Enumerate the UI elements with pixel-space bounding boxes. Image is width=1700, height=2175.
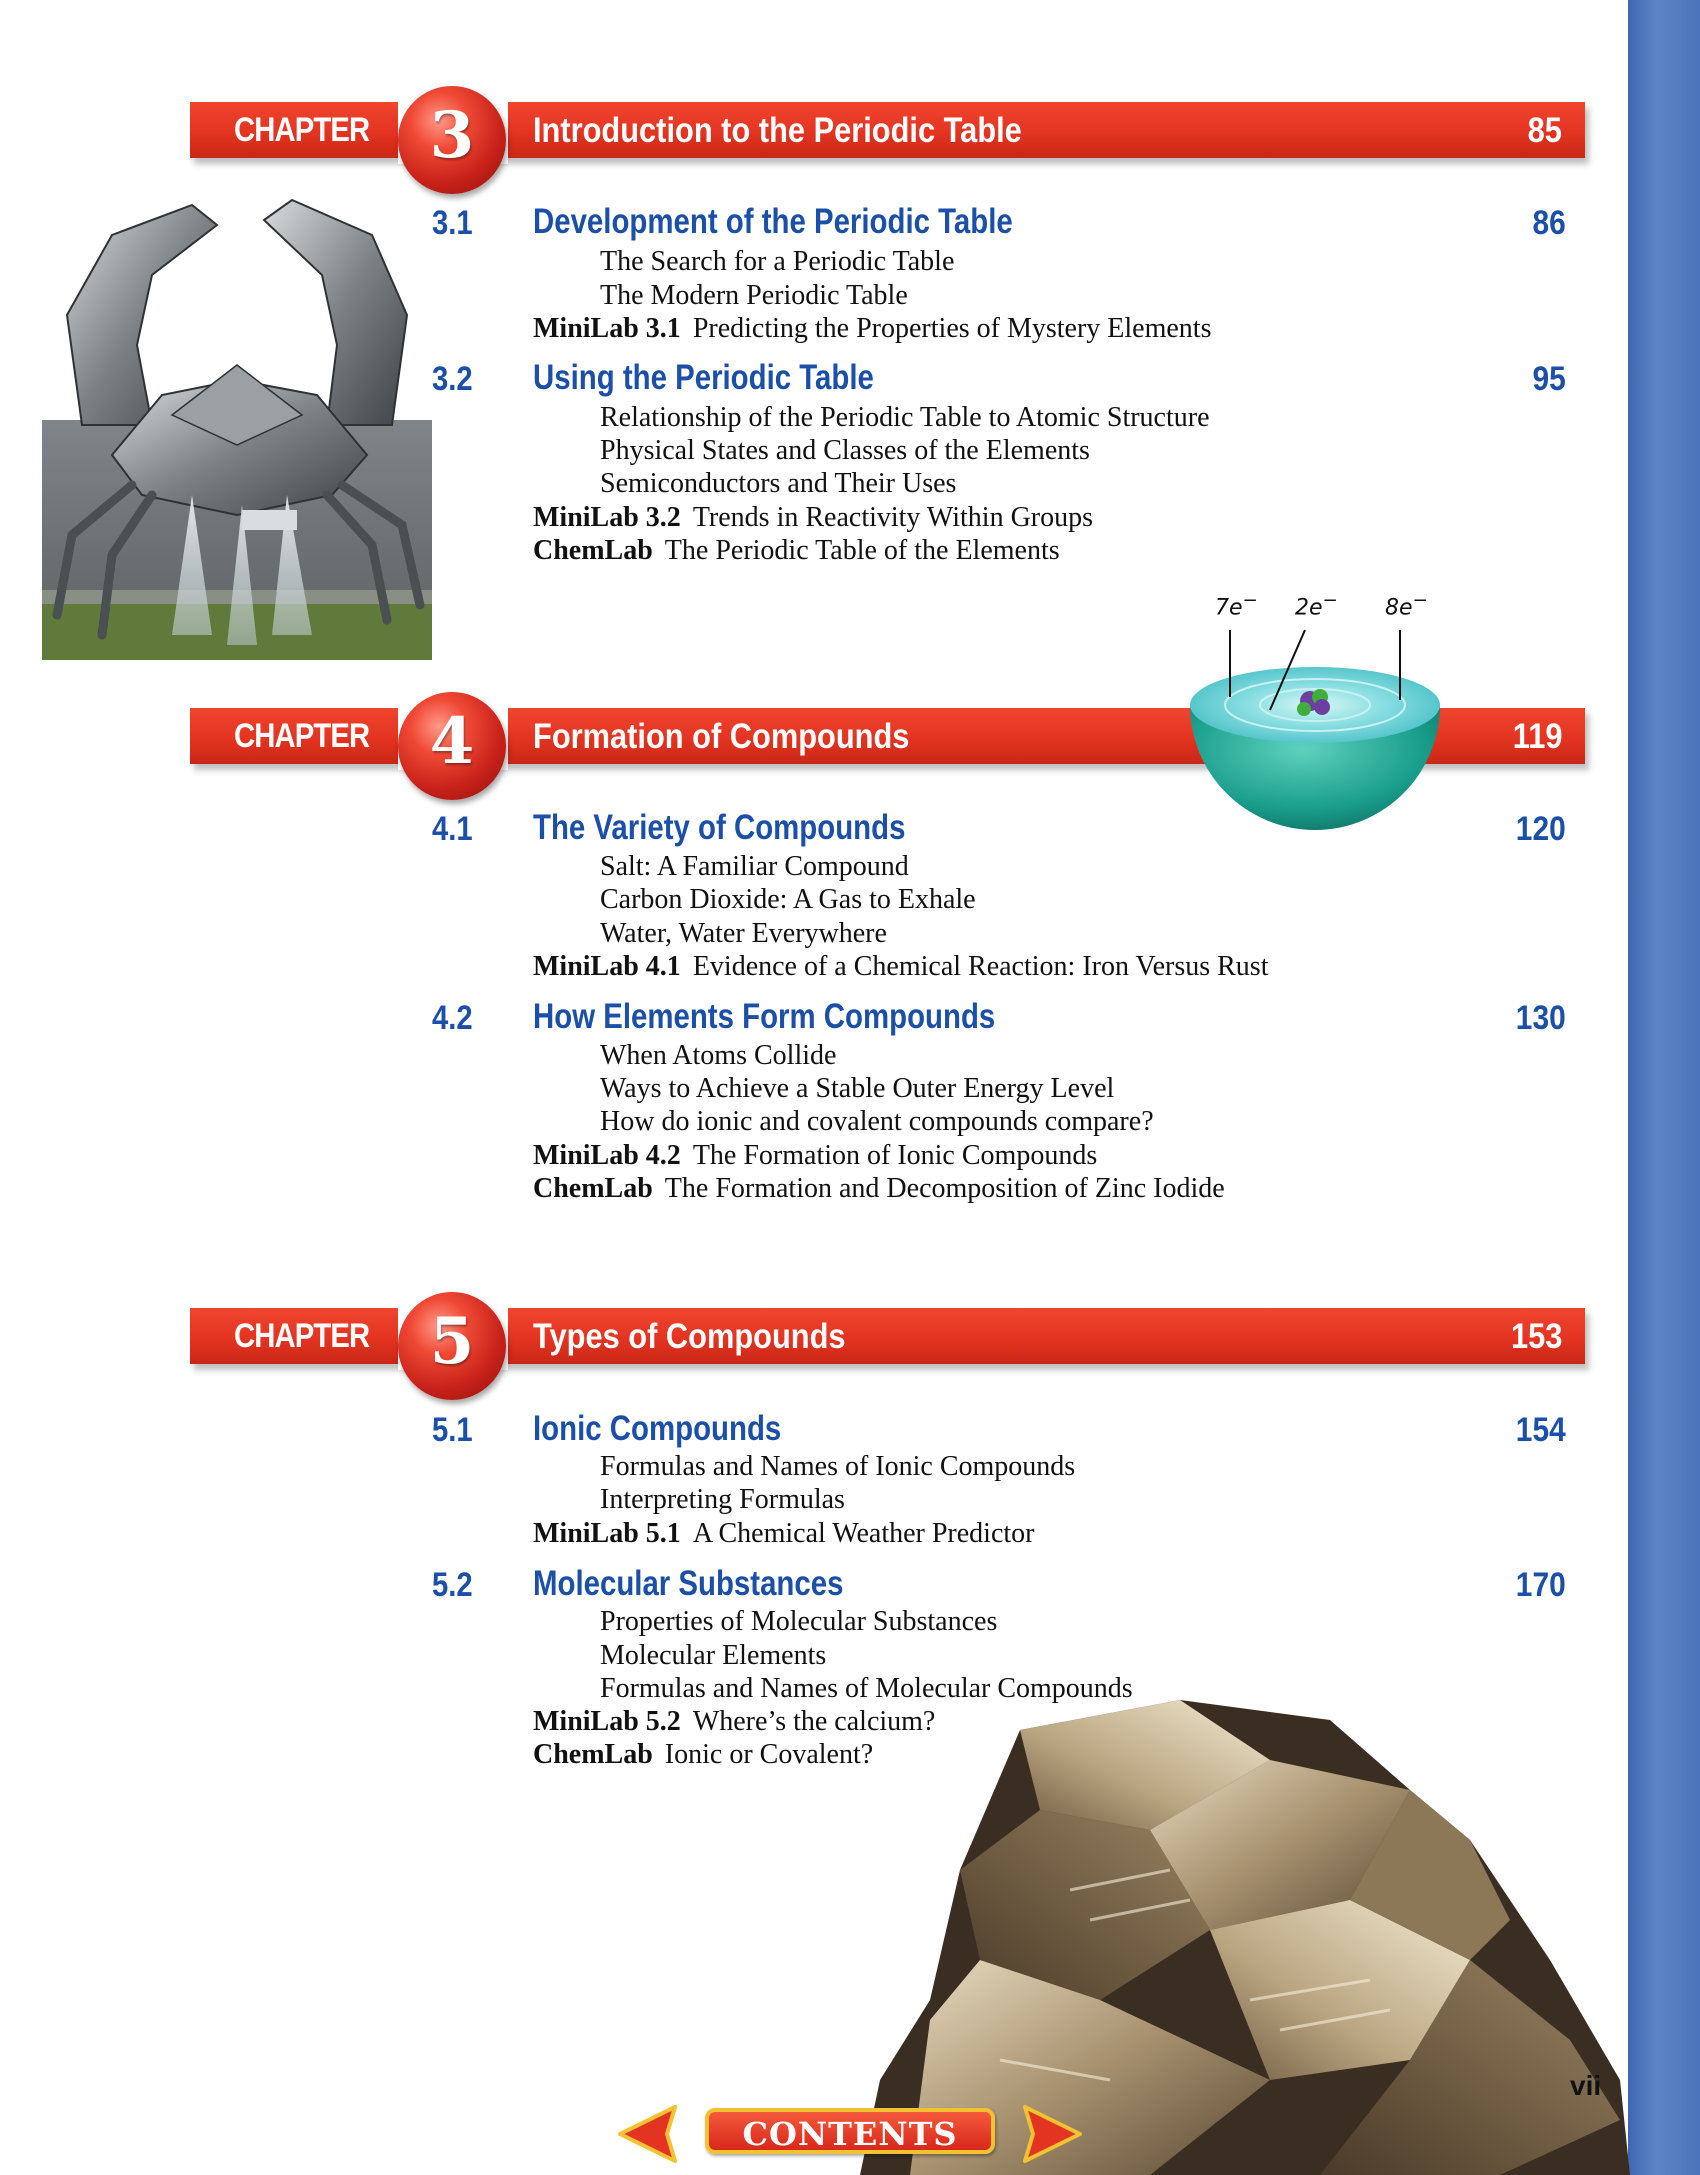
lab-title: Evidence of a Chemical Reaction: Iron Versus Rust [692,951,1269,982]
chapter-5-header[interactable] [190,1304,1585,1379]
section-title[interactable]: Molecular Substances [533,1564,844,1603]
chapter-number: 3 [429,98,475,173]
subsection-item[interactable]: Physical States and Classes of the Elements [600,435,1090,466]
minilab-entry[interactable] [533,1706,935,1738]
lab-label: MiniLab 3.1 [533,313,681,344]
chemlab-entry[interactable] [533,1739,873,1771]
next-page-arrow-icon[interactable] [1015,2104,1085,2164]
chapter-title[interactable]: Types of Compounds [533,1317,846,1356]
chemlab-entry[interactable] [533,535,1060,567]
lab-title: Trends in Reactivity Within Groups [692,502,1094,533]
electron-label: 7e− [1215,590,1258,621]
section-title[interactable]: Development of the Periodic Table [533,202,1013,241]
subsection-item[interactable]: Molecular Elements [600,1640,827,1671]
chemlab-entry[interactable] [533,1173,1225,1205]
lab-label: MiniLab 5.2 [533,1706,681,1737]
subsection-item[interactable]: Formulas and Names of Molecular Compounds [600,1673,1133,1704]
section-page-number[interactable]: 86 [1532,204,1566,242]
minilab-entry[interactable] [533,951,1268,983]
section-title[interactable]: Ionic Compounds [533,1409,782,1448]
lab-label: MiniLab 4.2 [533,1140,681,1171]
lab-label: ChemLab [533,535,653,566]
lab-title: The Periodic Table of the Elements [664,535,1060,566]
chapter-label: CHAPTER [234,717,370,755]
chapter-number: 4 [429,704,475,779]
chapter-page-number[interactable]: 85 [1527,111,1562,150]
subsection-item[interactable]: How do ionic and covalent compounds compare? [600,1106,1154,1137]
subsection-item[interactable]: Ways to Achieve a Stable Outer Energy Level [600,1073,1115,1104]
section-page-number[interactable]: 170 [1516,1566,1566,1604]
atom-energy-level-diagram [1180,585,1450,845]
subsection-item[interactable]: Properties of Molecular Substances [600,1606,998,1637]
section-number: 5.1 [432,1411,473,1449]
minilab-entry[interactable] [533,313,1211,345]
section-title[interactable]: Using the Periodic Table [533,358,874,397]
minilab-entry[interactable] [533,1140,1097,1172]
section-title[interactable]: The Variety of Compounds [533,808,906,847]
contents-button[interactable]: CONTENTS [705,2108,995,2154]
subsection-item[interactable]: Semiconductors and Their Uses [600,468,957,499]
section-number: 4.2 [432,999,473,1037]
chapter-number: 5 [429,1304,475,1379]
electron-label: 8e− [1385,590,1428,621]
chapter-page-number[interactable]: 153 [1510,1317,1562,1356]
subsection-item[interactable]: The Search for a Periodic Table [600,246,955,277]
section-page-number[interactable]: 120 [1516,810,1566,848]
chapter-title[interactable]: Introduction to the Periodic Table [533,111,1022,150]
subsection-item[interactable]: Salt: A Familiar Compound [600,851,909,882]
section-number: 3.2 [432,360,473,398]
subsection-item[interactable]: The Modern Periodic Table [600,280,908,311]
subsection-item[interactable]: Carbon Dioxide: A Gas to Exhale [600,884,976,915]
section-title[interactable]: How Elements Form Compounds [533,997,996,1036]
subsection-item[interactable]: Relationship of the Periodic Table to Atomic Structure [600,402,1210,433]
lab-label: ChemLab [533,1739,653,1770]
chapter-3-header[interactable] [190,98,1585,173]
lab-title: The Formation of Ionic Compounds [692,1140,1098,1171]
lab-label: MiniLab 4.1 [533,951,681,982]
section-number: 3.1 [432,204,473,242]
lab-title: Ionic or Covalent? [664,1739,874,1770]
lab-title: Predicting the Properties of Mystery Elements [692,313,1212,344]
lab-title: Where’s the calcium? [692,1706,936,1737]
subsection-item[interactable]: Water, Water Everywhere [600,918,887,949]
subsection-item[interactable]: Interpreting Formulas [600,1484,845,1515]
pyrite-crystal-photo [850,1700,1630,2175]
lab-label: MiniLab 3.2 [533,502,681,533]
section-page-number[interactable]: 95 [1532,360,1566,398]
minilab-entry[interactable] [533,1518,1035,1550]
chapter-label: CHAPTER [234,111,370,149]
page-number: vii [1570,2070,1602,2101]
page-edge-strip [1628,0,1700,2175]
lab-label: ChemLab [533,1173,653,1204]
chapter-title[interactable]: Formation of Compounds [533,717,910,756]
chapter-number-ball [398,86,506,194]
section-number: 5.2 [432,1566,473,1604]
chapter-number-ball [398,692,506,800]
previous-page-arrow-icon[interactable] [615,2104,685,2164]
minilab-entry[interactable] [533,502,1093,534]
lab-title: A Chemical Weather Predictor [692,1518,1035,1549]
section-page-number[interactable]: 130 [1516,999,1566,1037]
electron-label: 2e− [1295,590,1338,621]
section-page-number[interactable]: 154 [1516,1411,1566,1449]
subsection-item[interactable]: Formulas and Names of Ionic Compounds [600,1451,1076,1482]
lab-title: The Formation and Decomposition of Zinc Iodide [664,1173,1225,1204]
section-number: 4.1 [432,810,473,848]
chapter-number-ball [398,1292,506,1400]
lab-label: MiniLab 5.1 [533,1518,681,1549]
chapter-page-number[interactable]: 119 [1512,717,1562,756]
subsection-item[interactable]: When Atoms Collide [600,1040,837,1071]
chapter-label: CHAPTER [234,1317,370,1355]
crab-sculpture-photo [42,195,432,660]
